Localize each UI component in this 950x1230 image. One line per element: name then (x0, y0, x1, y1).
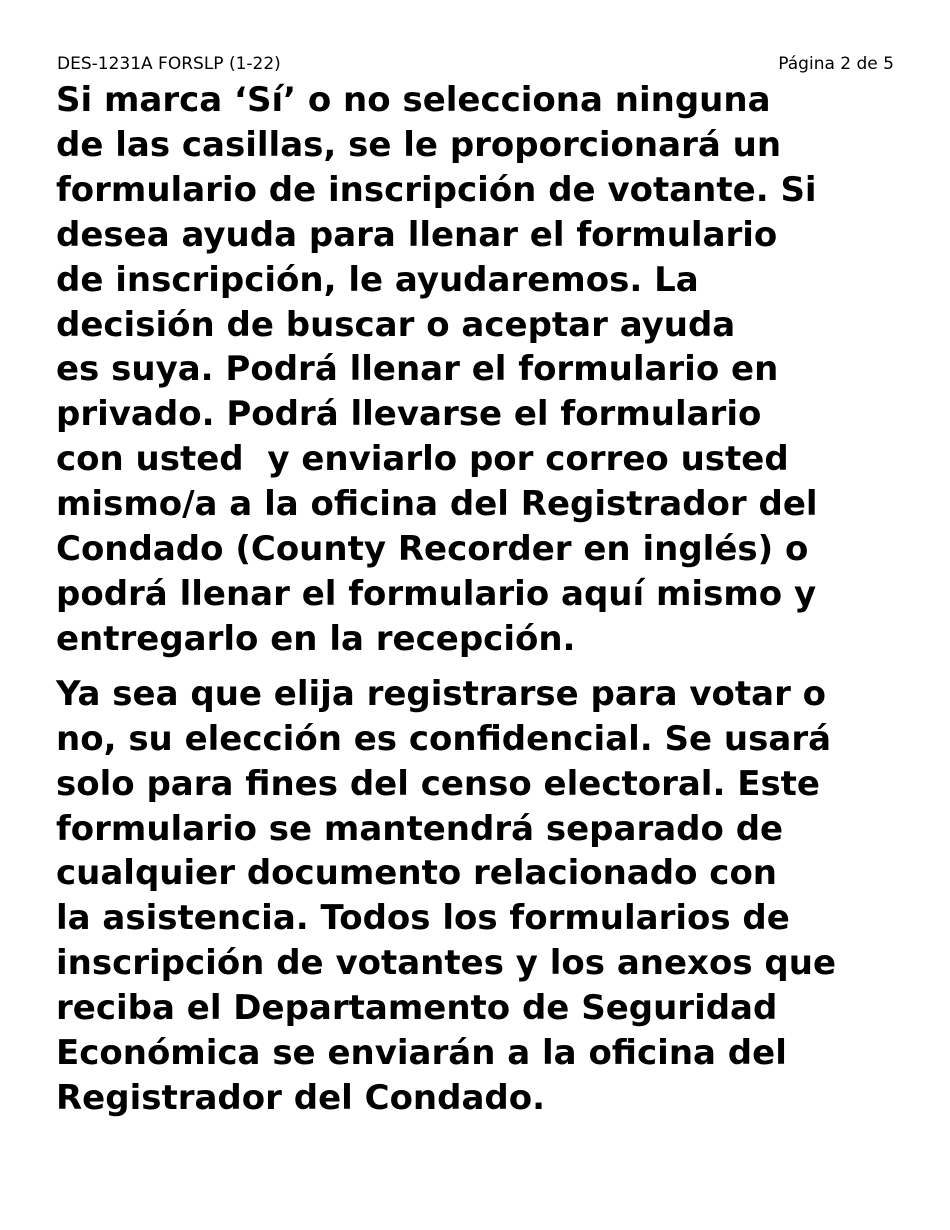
text-line: formulario de inscripción de votante. Si (56, 169, 817, 210)
text-line: de inscripción, le ayudaremos. La (56, 259, 699, 300)
text-line: podrá llenar el formulario aquí mismo y (56, 573, 817, 614)
text-line: cualquier documento relacionado con (56, 853, 778, 894)
page-number: Página 2 de 5 (778, 54, 894, 74)
text-line: privado. Podrá llevarse el formulario (56, 394, 762, 435)
form-identifier: DES-1231A FORSLP (1-22) (57, 54, 281, 74)
text-line: solo para fines del censo electoral. Este (56, 763, 820, 804)
text-line: de las casillas, se le proporcionará un (56, 124, 782, 165)
text-line: no, su elección es confidencial. Se usará (56, 718, 832, 759)
text-line: con usted y enviarlo por correo usted (56, 439, 789, 480)
text-line: Si marca ‘Sí’ o no selecciona ninguna (56, 80, 771, 120)
text-line: decisión de buscar o aceptar ayuda (56, 304, 736, 345)
paragraph-registration-assistance (56, 78, 916, 662)
text-line: inscripción de votantes y los anexos que (56, 943, 837, 984)
text-line: Económica se enviarán a la oficina del (56, 1033, 787, 1074)
text-line: la asistencia. Todos los formularios de (56, 898, 790, 939)
paragraph-spacer (56, 662, 916, 672)
text-line: formulario se mantendrá separado de (56, 808, 784, 849)
text-line: Ya sea que elija registrarse para votar o (56, 673, 827, 714)
text-line: Condado (County Recorder en inglés) o (56, 529, 809, 570)
page-header (57, 52, 894, 76)
text-line: entregarlo en la recepción. (56, 618, 576, 659)
text-line: reciba el Departamento de Seguridad (56, 988, 778, 1029)
document-body (56, 78, 916, 1121)
text-line: desea ayuda para llenar el formulario (56, 214, 778, 255)
text-line: es suya. Podrá llenar el formulario en (56, 349, 779, 390)
text-line: mismo/a a la oficina del Registrador del (56, 484, 818, 525)
paragraph-confidentiality (56, 672, 916, 1121)
text-line: Registrador del Condado. (56, 1077, 546, 1118)
